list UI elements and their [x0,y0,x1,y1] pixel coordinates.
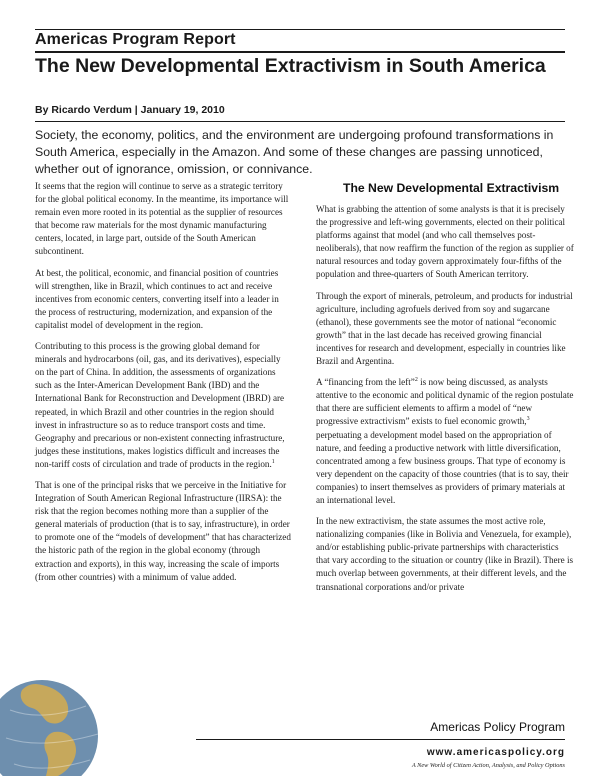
body-paragraph: Through the export of minerals, petroleum, and products for industrial agriculture, including agrofuels derived from soy and sugarcane (ethanol), these governments see the motor of national “economic growth” that in the last decade has received growing financial incentives for research and development, especially in countries like Brazil and Argentina. [316,290,573,367]
footer-rule [196,739,565,740]
footnote-ref[interactable]: 2 [414,377,418,384]
article-title: The New Developmental Extractivism in South America [35,55,546,77]
lede-paragraph: Society, the economy, politics, and the environment are undergoing profound transformations in South America, especially in the Amazon. And some of these changes are passing unnoticed, whether out of ignorance, omission, or connivance. [35,128,554,176]
paragraph-text: perpetuating a development model based on the appropriation of nature, and feeding a productive network with little diversification, concentrated among a few business groups. That type of economy is very dependent on the capacity of those countries (that is to say, their companies) to insert themselves as providers of primary materials at an international level. [316,429,569,505]
paragraph-text: A “financing from the left” [316,377,415,388]
globe-logo-icon [0,676,150,776]
body-paragraph: At best, the political, economic, and financial position of countries will strengthen, like in Brazil, which continues to act and receive incentives from economic centers, converting itself into a leader in the process of restructuring, modernization, and expansion of the capitalist model of development in the region. [35,267,279,330]
report-kicker: Americas Program Report [35,31,236,48]
left-column [35,180,291,592]
body-paragraph: It seems that the region will continue to serve as a strategic territory for the global political economy. In the meantime, its importance will remain even more rooted in its potential as the supplier of resources that become raw materials for the most dynamic manufacturing centers, located, in large part, outside of the South American subcontinent. [35,181,289,257]
body-paragraph: That is one of the principal risks that we perceive in the Initiative for Integration of South American Regional Infrastructure (IIRSA): the risk that the region becomes nothing more than a supplier of the general materials of production (that is to say, infrastructure), in order to promote one of the “models of development” that has characterized the historic path of the region in the global economy (through extraction and exports), in this way, increasing the scale of imports (from other countries) with a minimum of value added. [35,479,291,582]
footnote-ref[interactable]: 1 [271,458,275,465]
paragraph-text: Contributing to this process is the growing global demand for minerals and hydrocarbons (oil, gas, and its derivatives), especially on the part of China. In addition, the assessments of organizations such as the Inter-American Development Bank (IBD) and the International Bank for Reconstruction and Development (IBRD) are repeated, in which Brazil and other countries in the region should invest in infrastructure so as to reduce transport costs and time. Geography and precarious or non-existent connecting infrastructure, judges these institutions, makes logistics difficult and increases the non-tariff costs of circulation and trade of products in the region. [35,341,285,469]
body-paragraph [316,376,574,507]
byline-rule [35,121,565,122]
body-paragraph: In the new extractivism, the state assumes the most active role, nationalizing companies (like in Bolivia and Venezuela, for example), and/or establishing public-private partnerships with characteristics that vary according to the situation or country (like in Brazil). There is much overlap between governments, at their different levels, and the transnational corporations and/or private [316,516,574,592]
body-paragraph [35,340,291,471]
paragraph-text: is now being discussed, as analysts attentive to the economic and political dynamic of the region postulate that there are sufficient elements to affirm a model of “new progressive extractivism” exists to fuel economic growth, [316,377,574,427]
body-paragraph: What is grabbing the attention of some analysts is that it is precisely the progressive and left-wing governments, elected on their political platforms against that model (and who call themselves post-neoliberals), that now reaffirm the function of the region as supplier of natural resources and today govern approximately four-fifths of the population and three-quarters of South American territory. [316,204,574,280]
top-rule [35,29,565,30]
footer-tagline: A New World of Citizen Action, Analysis, and Policy Options [411,762,565,769]
right-column [316,181,574,602]
footnote-ref[interactable]: 3 [526,416,530,423]
byline: By Ricardo Verdum | January 19, 2010 [35,104,225,116]
kicker-rule [35,51,565,53]
footer-program-name: Americas Policy Program [430,720,565,734]
footer-url-link[interactable]: www.americaspolicy.org [426,747,565,758]
section-heading: The New Developmental Extractivism [343,181,560,195]
